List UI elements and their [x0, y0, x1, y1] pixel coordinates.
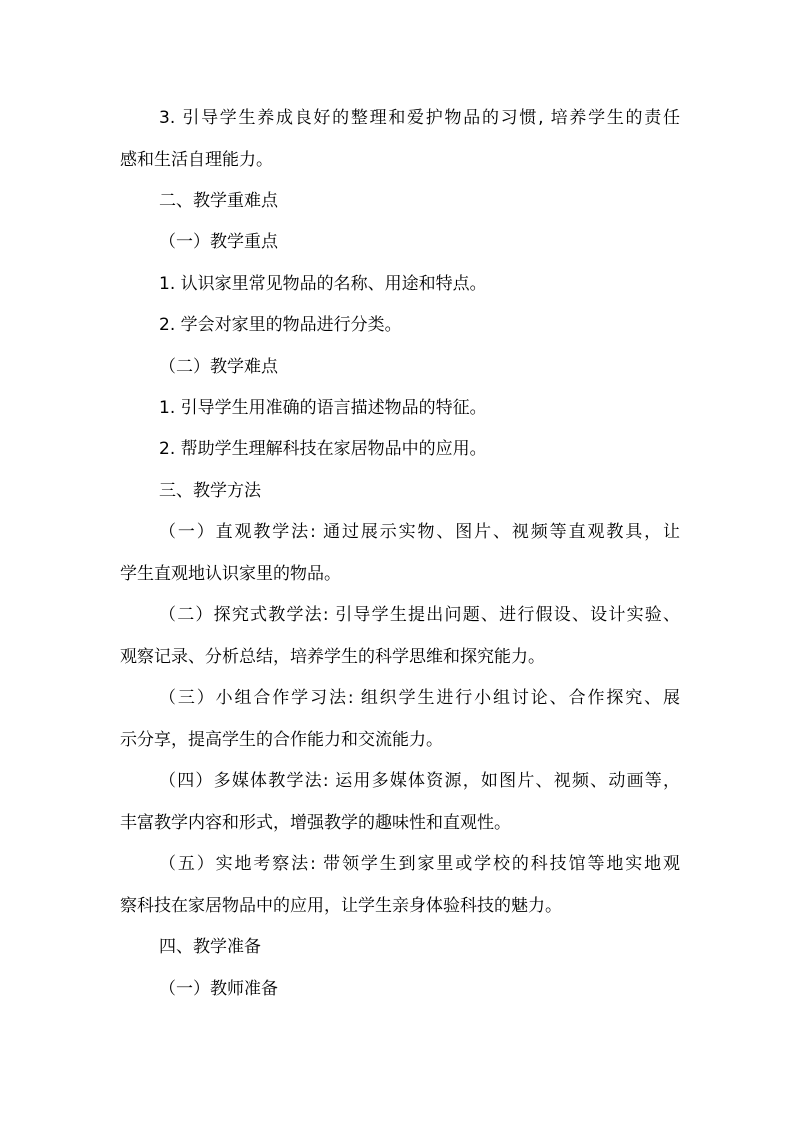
- text-line: （四）多媒体教学法: 运用多媒体资源，如图片、视频、动画等，: [159, 771, 680, 791]
- text-line: 2. 帮助学生理解科技在家居物品中的应用。: [159, 439, 487, 459]
- text-line: （二）探究式教学法: 引导学生提出问题、进行假设、设计实验、: [159, 605, 680, 625]
- text-line: 察科技在家居物品中的应用，让学生亲身体验科技的魅力。: [120, 896, 562, 916]
- text-line: 1. 引导学生用准确的语言描述物品的特征。: [159, 398, 487, 418]
- text-line: （三）小组合作学习法: 组织学生进行小组讨论、合作探究、展: [159, 688, 680, 708]
- text-line: 3. 引导学生养成良好的整理和爱护物品的习惯, 培养学生的责任: [159, 108, 680, 128]
- section-heading: 三、教学方法: [159, 481, 261, 501]
- text-line: 2. 学会对家里的物品进行分类。: [159, 315, 402, 335]
- text-line: 1. 认识家里常见物品的名称、用途和特点。: [159, 274, 487, 294]
- subsection-heading: （二）教学难点: [159, 357, 278, 377]
- text-line: 感和生活自理能力。: [120, 150, 273, 170]
- subsection-heading: （一）教师准备: [159, 979, 278, 999]
- text-line: 示分享，提高学生的合作能力和交流能力。: [120, 730, 443, 750]
- section-heading: 二、教学重难点: [159, 191, 278, 211]
- text-line: （一）直观教学法: 通过展示实物、图片、视频等直观教具，让: [159, 522, 680, 542]
- text-line: （五）实地考察法: 带领学生到家里或学校的科技馆等地实地观: [159, 854, 680, 874]
- text-line: 观察记录、分析总结，培养学生的科学思维和探究能力。: [120, 647, 545, 667]
- subsection-heading: （一）教学重点: [159, 232, 278, 252]
- text-line: 丰富教学内容和形式，增强教学的趣味性和直观性。: [120, 813, 511, 833]
- section-heading: 四、教学准备: [159, 937, 261, 957]
- text-line: 学生直观地认识家里的物品。: [120, 564, 341, 584]
